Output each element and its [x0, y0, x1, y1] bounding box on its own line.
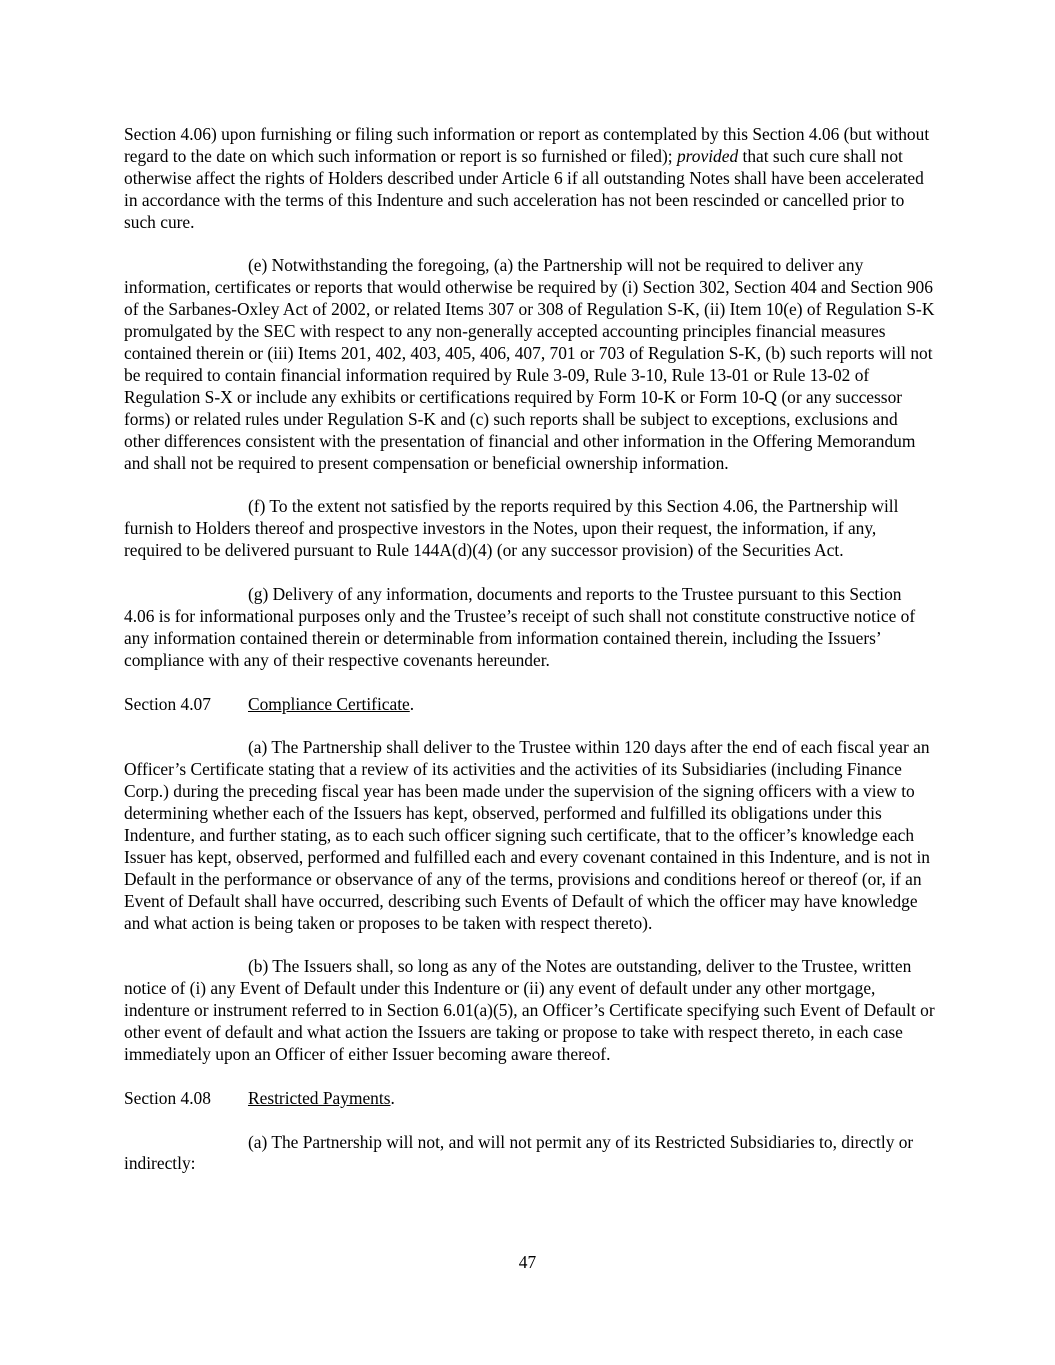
- section-4-08-heading: [124, 1088, 936, 1110]
- continued-text-a: Section 4.06) upon furnishing or filing such information or report as contemplated by this Section 4.06 (but without regard to the date on which such information or report is so furnished or filed);: [124, 124, 930, 166]
- paragraph-e: (e) Notwithstanding the foregoing, (a) the Partnership will not be required to deliver any information, certificates or reports that would otherwise be required by (i) Section 302, Section 404 and Section 906 of the Sarbanes-Oxley Act of 2002, or related Items 307 or 308 of Regulation S-K, (ii) Item 10(e) of Regulation S-K promulgated by the SEC with respect to any non-generally accepted accounting principles financial measures contained therein or (iii) Items 201, 402, 403, 405, 406, 407, 701 or 703 of Regulation S-K, (b) such reports will not be required to contain financial information required by Rule 3-09, Rule 3-10, Rule 13-01 or Rule 13-02 of Regulation S-X or include any exhibits or certifications required by Form 10-K or Form 10-Q (or any successor forms) or related rules under Regulation S-K and (c) such reports shall be subject to exceptions, exclusions and other differences consistent with the presentation of financial and other information in the Offering Memorandum and shall not be required to present compensation or beneficial ownership information.: [124, 255, 935, 473]
- paragraph-4-07-b: (b) The Issuers shall, so long as any of the Notes are outstanding, deliver to the Trustee, written notice of (i) any Event of Default under this Indenture or (ii) any event of default under any other mortgage, indenture or instrument referred to in Section 6.01(a)(5), an Officer’s Certificate specifying such Event of Default or other event of default and what action the Issuers are taking or propose to take with respect thereto, in each case immediately upon an Officer of either Issuer becoming aware thereof.: [124, 956, 935, 1064]
- page-number: 47: [518, 1252, 537, 1272]
- document-page: [124, 124, 936, 1197]
- section-title: Restricted Payments: [248, 1087, 391, 1108]
- paragraph-4-07-a: (a) The Partnership shall deliver to the Trustee within 120 days after the end of each fiscal year an Officer’s Certificate stating that a review of its activities and the activities of its Subsidiaries (including Finance Corp.) during the preceding fiscal year has been made under the supervision of the signing officers with a view to determining whether each of the Issuers has kept, observed, performed and fulfilled its obligations under this Indenture, and further stating, as to each such officer signing such certificate, that to the officer’s knowledge each Issuer has kept, observed, performed and fulfilled each and every covenant contained in this Indenture, and is not in Default in the performance or observance of any of the terms, provisions and conditions hereof or thereof (or, if an Event of Default shall have occurred, describing such Events of Default of which the officer may have knowledge and what action is being taken or proposes to be taken with respect thereto).: [124, 737, 930, 933]
- section-4-07-heading: [124, 694, 936, 716]
- section-number: Section 4.08: [124, 1087, 211, 1108]
- continued-text-b: that such cure shall not otherwise affect the rights of Holders described under Article 6 if all outstanding Notes shall have been accelerated in accordance with the terms of this Indenture and such acceleration has not been rescinded or cancelled prior to such cure.: [124, 145, 924, 232]
- paragraph-g: (g) Delivery of any information, documents and reports to the Trustee pursuant to this Section 4.06 is for informational purposes only and the Trustee’s receipt of such shall not constitute constructive notice of any information contained therein or determinable from information contained therein, including the Issuers’ compliance with any of their respective covenants hereunder.: [124, 583, 916, 670]
- section-period: .: [409, 693, 415, 714]
- paragraph-4-08-a: (a) The Partnership will not, and will not permit any of its Restricted Subsidiaries to, directly or indirectly:: [124, 1131, 914, 1174]
- section-title: Compliance Certificate: [248, 693, 410, 714]
- paragraph-f: (f) To the extent not satisfied by the reports required by this Section 4.06, the Partnership will furnish to Holders thereof and prospective investors in the Notes, upon their request, the information, if any, required to be delivered pursuant to Rule 144A(d)(4) (or any successor provision) of the Securities Act.: [124, 496, 899, 561]
- section-period: .: [390, 1087, 395, 1108]
- provided-italic: provided: [676, 145, 739, 166]
- section-number: Section 4.07: [124, 693, 211, 714]
- continued-paragraph: [124, 124, 936, 234]
